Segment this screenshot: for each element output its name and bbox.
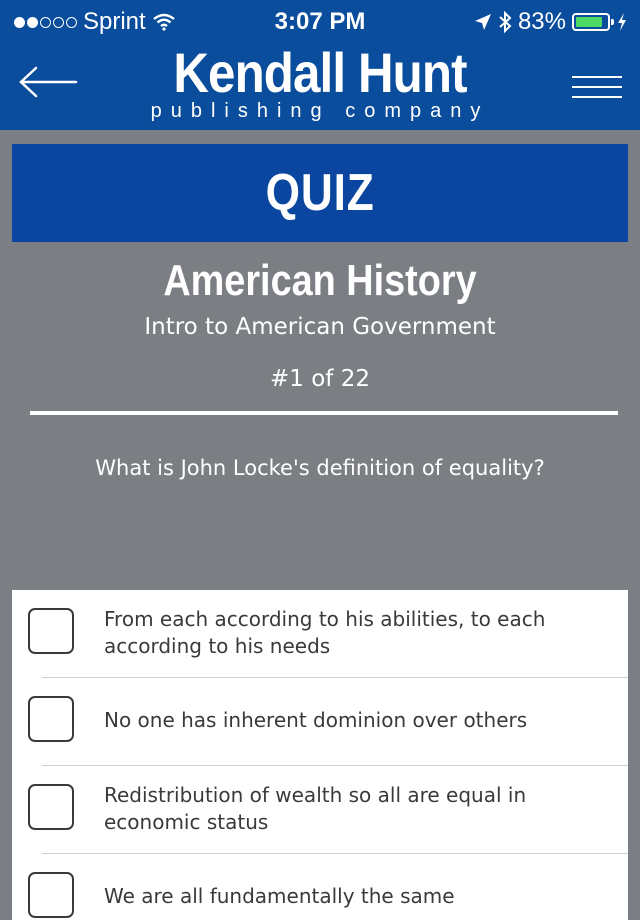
quiz-course: Intro to American Government xyxy=(144,314,496,340)
quiz-subject: American History xyxy=(163,256,477,305)
hamburger-line xyxy=(572,86,622,88)
hamburger-icon xyxy=(572,76,624,98)
hamburger-line xyxy=(572,76,622,78)
question-counter: #1 of 22 xyxy=(270,366,370,392)
hamburger-line xyxy=(572,96,622,98)
battery-icon xyxy=(572,13,610,31)
status-time: 3:07 PM xyxy=(274,8,366,35)
answer-checkbox[interactable] xyxy=(28,784,74,830)
divider xyxy=(30,411,618,415)
answer-text: No one has inherent dominion over others xyxy=(104,708,528,732)
answer-list xyxy=(12,590,628,920)
quiz-banner xyxy=(12,144,628,242)
battery-nub xyxy=(611,19,614,25)
brand-subtitle: publishing company xyxy=(150,100,490,122)
back-button[interactable] xyxy=(18,64,78,100)
answer-checkbox[interactable] xyxy=(28,696,74,742)
quiz-banner-title: QUIZ xyxy=(265,164,375,222)
answer-text: We are all fundamentally the same xyxy=(104,884,455,908)
battery-percent: 83% xyxy=(517,8,566,35)
answer-option[interactable] xyxy=(12,766,628,854)
carrier-name: Sprint xyxy=(83,8,146,35)
status-bar xyxy=(0,0,640,42)
answer-option[interactable] xyxy=(12,854,628,920)
battery-fill xyxy=(576,17,602,27)
menu-button[interactable] xyxy=(572,68,624,102)
status-right xyxy=(474,8,628,36)
arrow-left-icon xyxy=(18,64,78,100)
answer-option[interactable] xyxy=(12,590,628,678)
location-arrow-icon xyxy=(474,13,492,31)
charging-bolt-icon xyxy=(616,12,628,32)
answer-checkbox[interactable] xyxy=(28,608,74,654)
answer-text: From each according to his abilities, to each according to his needs xyxy=(104,607,546,658)
brand-name: Kendall Hunt xyxy=(173,41,467,104)
brand-logo xyxy=(150,41,490,123)
bluetooth-icon xyxy=(498,11,512,33)
answer-checkbox[interactable] xyxy=(28,872,74,918)
answer-option[interactable] xyxy=(12,678,628,766)
answer-text: Redistribution of wealth so all are equal in economic status xyxy=(104,783,527,834)
app-header xyxy=(0,0,640,130)
question-text: What is John Locke's definition of equality? xyxy=(95,456,545,480)
